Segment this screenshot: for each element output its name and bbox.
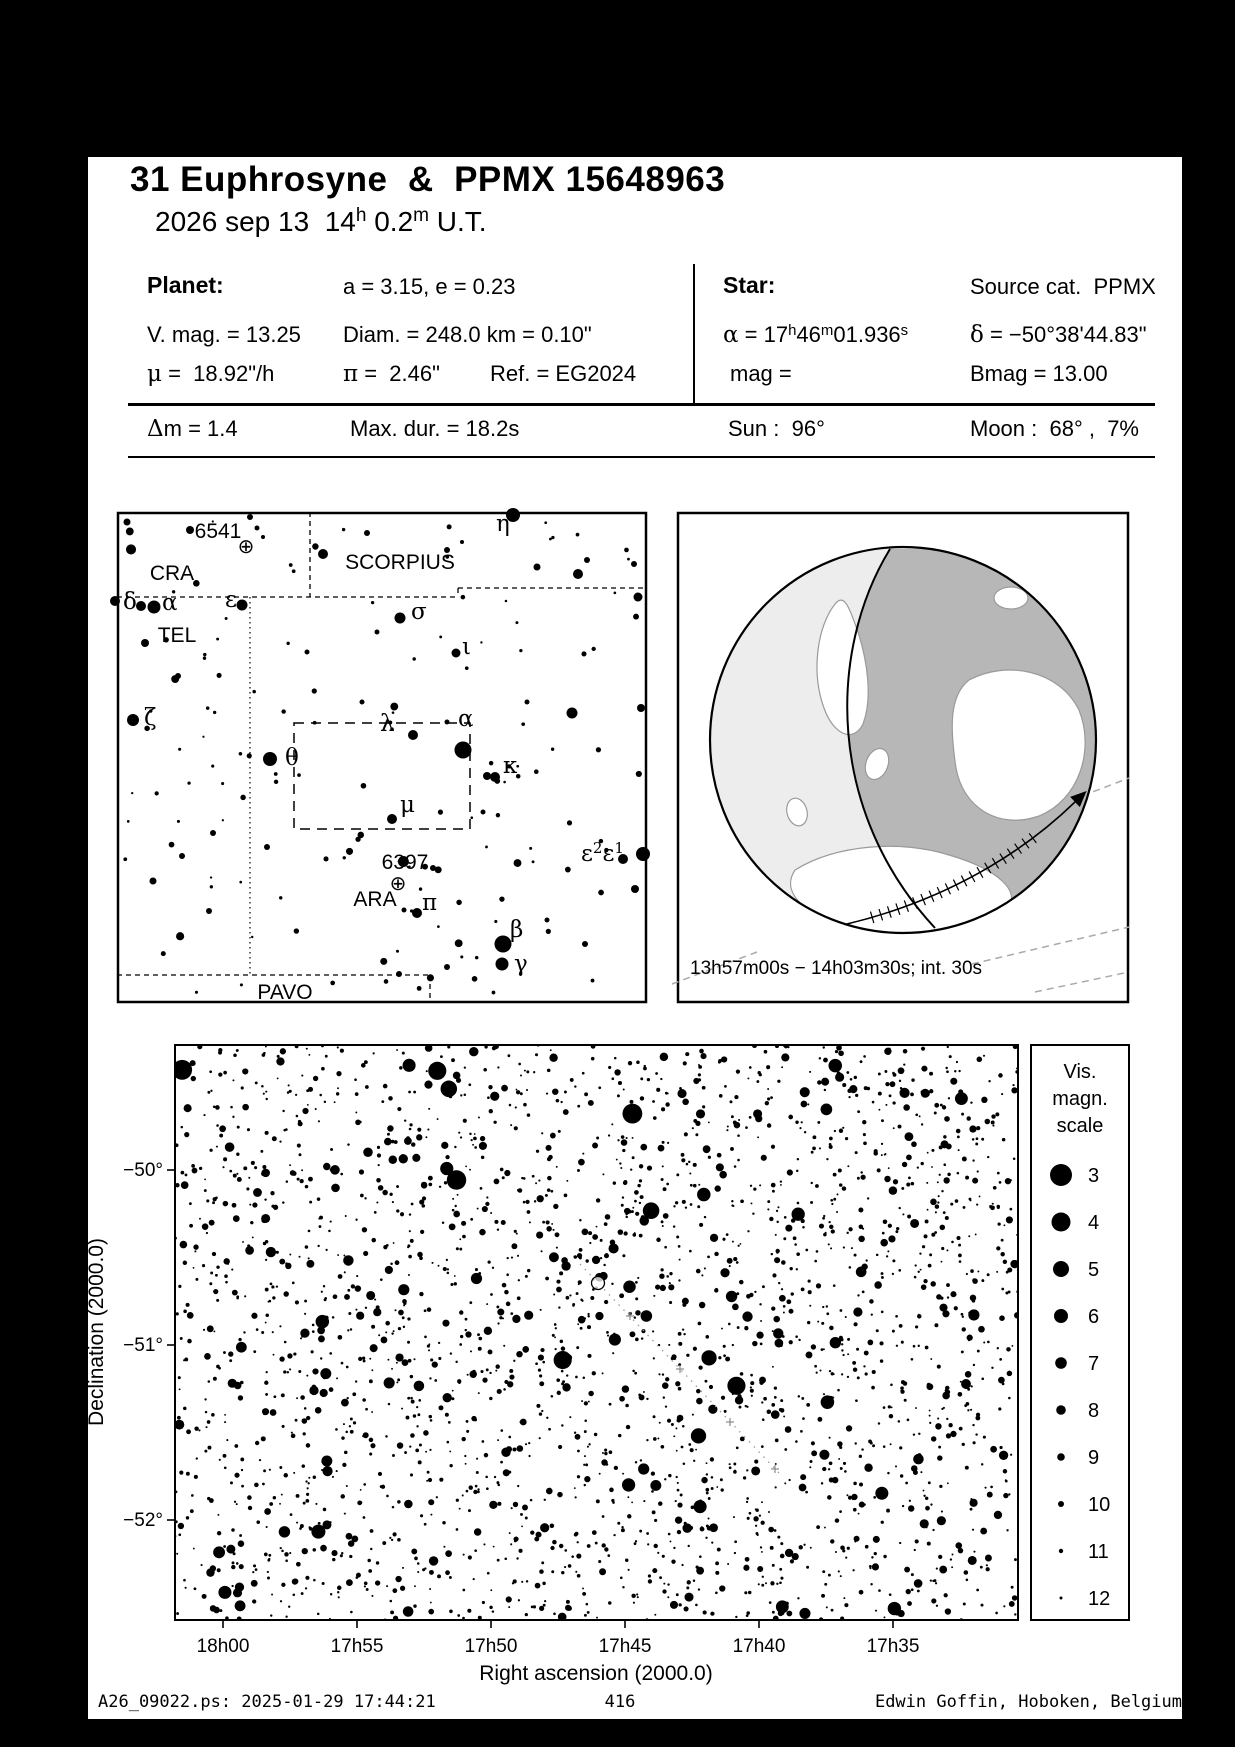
svg-text:α: α (458, 706, 474, 732)
svg-text:⊕: ⊕ (237, 536, 255, 558)
svg-text:17h45: 17h45 (598, 1636, 652, 1657)
svg-text:−50°: −50° (123, 1160, 163, 1181)
svg-text:μ: μ (400, 792, 415, 818)
table-divider (693, 264, 695, 403)
planet-parallax: π = 2.46" (343, 361, 440, 387)
x-axis-title: Right ascension (2000.0) (479, 1662, 713, 1685)
earth-globe-occultation-path (677, 512, 1129, 1003)
svg-text:ε: ε (225, 587, 237, 613)
star-heading: Star: (723, 272, 776, 298)
footer-page-number: 416 (604, 1692, 636, 1712)
table-rule-top (128, 403, 1155, 406)
constellation-chart (117, 512, 647, 1003)
svg-text:ζ: ζ (144, 705, 157, 731)
svg-text:6397: 6397 (381, 851, 429, 874)
sun-elongation: Sun : 96° (728, 416, 825, 441)
svg-text:α: α (162, 590, 178, 616)
svg-text:10: 10 (1088, 1494, 1111, 1516)
planet-reference: Ref. = EG2024 (490, 361, 637, 386)
svg-text:SCORPIUS: SCORPIUS (345, 551, 455, 574)
svg-text:8: 8 (1088, 1400, 1100, 1422)
svg-text:17h50: 17h50 (464, 1636, 518, 1657)
svg-text:β: β (510, 917, 524, 943)
svg-text:3: 3 (1088, 1165, 1100, 1187)
svg-text:σ: σ (411, 599, 427, 625)
svg-text:PAVO: PAVO (257, 981, 313, 1004)
svg-text:7: 7 (1088, 1353, 1100, 1375)
footer-author: Edwin Goffin, Hoboken, Belgium (874, 1692, 1182, 1712)
event-datetime: 2026 sep 13 14$^h$ 0.2$^m$ U.T. (155, 205, 487, 237)
planet-heading: Planet: (147, 272, 224, 298)
svg-text:δ: δ (123, 589, 137, 615)
svg-text:θ: θ (285, 745, 299, 771)
svg-text:9: 9 (1088, 1447, 1100, 1469)
svg-text:−51°: −51° (123, 1335, 163, 1356)
delta-magnitude: Δm = 1.4 (147, 416, 238, 442)
svg-text:κ: κ (503, 753, 518, 779)
planet-diameter: Diam. = 248.0 km = 0.10" (343, 322, 592, 347)
svg-text:TEL: TEL (157, 624, 197, 647)
footer-filename: A26_09022.ps: 2025-01-29 17:44:21 (98, 1692, 436, 1712)
planet-vmag: V. mag. = 13.25 (147, 322, 301, 347)
svg-text:12: 12 (1088, 1588, 1111, 1610)
moon-elongation: Moon : 68° , 7% (970, 416, 1139, 441)
star-ra: $\alpha = 17^h46^m01.936^s$ (723, 321, 909, 348)
svg-text:17h55: 17h55 (330, 1636, 384, 1657)
svg-text:17h35: 17h35 (866, 1636, 920, 1657)
svg-text:18h00: 18h00 (196, 1636, 250, 1657)
svg-text:ARA: ARA (353, 888, 397, 911)
svg-text:scale: scale (1056, 1115, 1104, 1137)
table-rule-bottom (128, 456, 1155, 458)
planet-orbit: a = 3.15, e = 0.23 (343, 274, 516, 299)
svg-text:CRA: CRA (149, 562, 195, 585)
planet-mu: μ = 18.92"/h (147, 361, 275, 387)
star-mag: mag = (730, 361, 792, 386)
svg-text:ε2ε1: $\varepsilon^2\varepsilon^1$ (581, 839, 624, 867)
svg-text:η: η (496, 511, 510, 537)
y-axis-title: Declination (2000.0) (85, 1238, 108, 1426)
max-duration: Max. dur. = 18.2s (350, 416, 520, 441)
svg-text:π: π (422, 890, 438, 916)
star-dec: δ = −50°38'44.83" (970, 322, 1147, 348)
svg-text:λ: λ (380, 711, 395, 737)
svg-text:⊕: ⊕ (389, 873, 407, 895)
svg-text:5: 5 (1088, 1259, 1100, 1281)
svg-text:6: 6 (1088, 1306, 1100, 1328)
svg-text:γ: γ (514, 951, 528, 977)
svg-text:Vis.: Vis. (1063, 1061, 1097, 1083)
svg-text:6541: 6541 (194, 520, 242, 543)
star-field-chart (123, 1030, 1145, 1690)
svg-text:magn.: magn. (1052, 1088, 1108, 1110)
svg-text:11: 11 (1088, 1541, 1109, 1563)
svg-text:−52°: −52° (123, 1510, 163, 1531)
page-title: 31 Euphrosyne & PPMX 15648963 (130, 160, 726, 199)
star-bmag: Bmag = 13.00 (970, 361, 1108, 386)
globe-time-caption: 13h57m00s − 14h03m30s; int. 30s (690, 958, 983, 979)
svg-text:4: 4 (1088, 1212, 1100, 1234)
svg-text:ι: ι (462, 634, 472, 660)
svg-text:17h40: 17h40 (732, 1636, 786, 1657)
star-source-catalog: Source cat. PPMX (970, 274, 1156, 299)
